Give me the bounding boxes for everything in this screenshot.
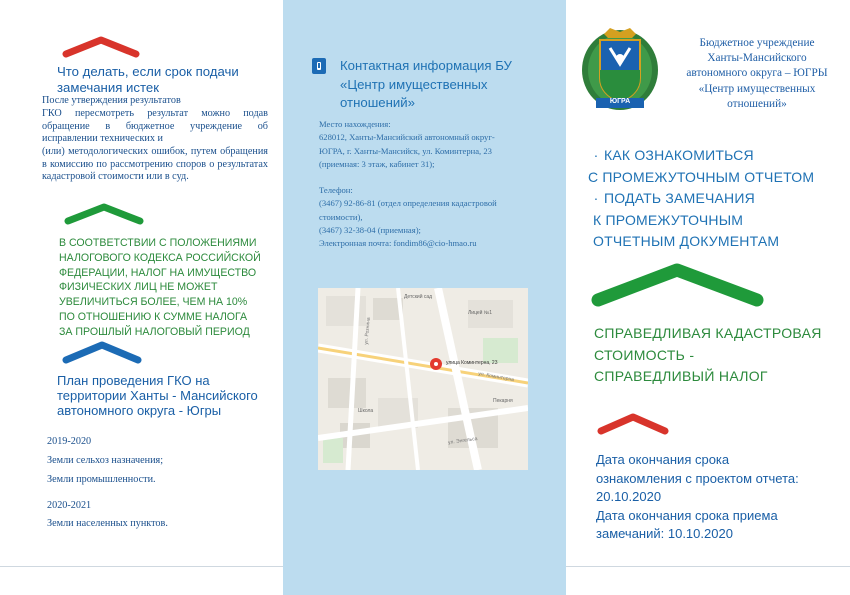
deadline-text-lead: После утверждения результатов <box>42 95 181 106</box>
map-street-label: ул. Энгельса <box>447 435 478 447</box>
map-poi-label: Лицей №1 <box>468 310 492 316</box>
slogan-line: СПРАВЕДЛИВЫЙ НАЛОГ <box>594 368 768 384</box>
map-poi-label: Пекарня <box>493 398 513 404</box>
how-to-list <box>588 145 838 253</box>
tax-notice-line: НАЛОГОВОГО КОДЕКСА РОССИЙСКОЙ <box>59 251 261 264</box>
contact-title: Контактная информация БУ «Центр имущественных отношений» <box>340 58 512 110</box>
deadline-text-2: (или) методологических ошибок, путем обращения в комиссию по рассмотрению споров о результатах кадастровой стоимости или в суд. <box>42 146 268 183</box>
bullet-text: К ПРОМЕЖУТОЧНЫМ <box>593 211 744 228</box>
tax-notice-line: ФИЗИЧЕСКИХ ЛИЦ НЕ МОЖЕТ <box>59 281 218 294</box>
bullet-dot: · <box>593 147 599 163</box>
info-icon <box>312 58 326 74</box>
small-red-roof-icon <box>597 412 669 436</box>
phone-label: Телефон: <box>319 185 353 196</box>
plan-item: Земли сельхоз назначения; <box>47 455 164 466</box>
tax-notice-line: ЗА ПРОШЛЫЙ НАЛОГОВЫЙ ПЕРИОД <box>59 325 250 338</box>
deadline-text: ГКО пересмотреть результат можно подав обращение в бюджетное учреждение об исправлении технических и <box>42 108 268 145</box>
plan-period-1: 2019-2020 <box>47 436 92 447</box>
bullet-text: С ПРОМЕЖУТОЧНЫМ ОТЧЕТОМ <box>588 168 815 185</box>
deadline-label: замечаний: 10.10.2020 <box>596 526 733 541</box>
phone-line: (3467) 92-86-81 (отдел определения кадастровой <box>319 198 497 209</box>
plan-item: Земли промышленности. <box>47 474 156 485</box>
deadline-label: Дата окончания срока <box>596 452 730 467</box>
plan-item: Земли населенных пунктов. <box>47 518 168 529</box>
address-line: ЮГРА, г. Ханты-Мансийск, ул. Коминтерна, 23 <box>319 145 492 156</box>
green-roof-icon <box>64 203 144 225</box>
location-map[interactable] <box>318 288 528 470</box>
tax-notice-line: ФЕДЕРАЦИИ, НАЛОГ НА ИМУЩЕСТВО <box>59 266 257 279</box>
bullet-text: ПОДАТЬ ЗАМЕЧАНИЯ <box>604 190 755 206</box>
bullet-item <box>588 188 838 210</box>
deadline-date: 20.10.2020 <box>596 489 662 504</box>
tax-notice-line: УВЕЛИЧИТЬСЯ БОЛЕЕ, ЧЕМ НА 10% <box>59 296 248 309</box>
contact-details <box>319 118 559 251</box>
bullet-text: ОТЧЕТНЫМ ДОКУМЕНТАМ <box>593 233 780 249</box>
tax-notice <box>59 236 274 340</box>
yugra-emblem <box>580 28 660 112</box>
emblem-ribbon-text: ЮГРА <box>609 98 631 105</box>
bullet-dot: · <box>593 190 599 206</box>
slogan-line: СПРАВЕДЛИВАЯ КАДАСТРОВАЯ <box>594 325 822 341</box>
bullet-item <box>588 145 838 167</box>
tax-notice-line: В СООТВЕТСТВИИ С ПОЛОЖЕНИЯМИ <box>59 237 257 249</box>
plan-title: План проведения ГКО на территории Ханты - Мансийского автономного округа - Югры <box>57 373 258 418</box>
slogan <box>594 323 844 388</box>
deadlines <box>596 451 836 544</box>
deadline-label: Дата окончания срока приема <box>596 507 778 523</box>
phone-line: (3467) 32-38-04 (приемная); <box>319 225 421 236</box>
slogan-line: СТОИМОСТЬ - <box>594 346 695 363</box>
deadline-title: Что делать, если срок подачи замечания истек <box>57 64 239 95</box>
map-poi-label: Детский сад <box>404 294 433 300</box>
blue-roof-icon <box>62 341 142 365</box>
big-green-roof-icon <box>590 262 765 310</box>
bottom-divider-right <box>566 566 850 567</box>
phone-line: стоимости), <box>319 211 363 222</box>
map-street-label: ул. Коминтерна <box>477 370 515 384</box>
address-line: (приемная: 3 этаж, кабинет 31); <box>319 158 435 169</box>
deadline-label: ознакомления с проектом отчета: <box>596 470 799 486</box>
tax-notice-line: ПО ОТНОШЕНИЮ К СУММЕ НАЛОГА <box>59 310 248 323</box>
map-street-label: ул. Рознина <box>363 317 372 345</box>
address-line: 628012, Ханты-Мансийский автономный округ- <box>319 132 495 143</box>
map-poi-label: Школа <box>358 408 374 414</box>
map-pin-label: улица Коминтерна, 23 <box>446 360 498 366</box>
bullet-text: КАК ОЗНАКОМИТЬСЯ <box>604 147 754 163</box>
email-line: Электронная почта: fondim86@cio-hmao.ru <box>319 238 477 249</box>
location-label: Место нахождения: <box>319 119 391 129</box>
bottom-divider-left <box>0 566 283 567</box>
red-roof-icon <box>62 36 140 58</box>
org-name: Бюджетное учреждение Ханты-Мансийского автономного округа – ЮГРЫ «Центр имущественных отношений» <box>686 37 828 110</box>
plan-period-2: 2020-2021 <box>47 500 92 511</box>
